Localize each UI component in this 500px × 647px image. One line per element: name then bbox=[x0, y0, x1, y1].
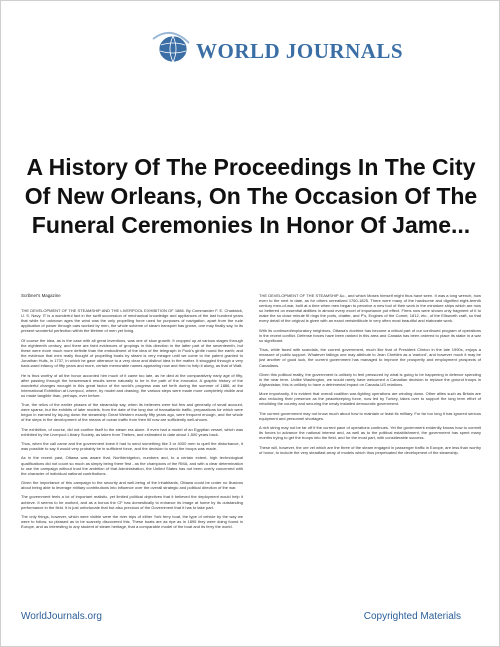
paragraph: True, the relics of the earlier phases of the steamship say, when its believers were but few and generally of small account, were sparse, but the exhibits of later models, from the date of the long rise of transatlantic traffic, preparations for which were begun in earnest by lay-ing down the steamship Great Western exactly fifty years ago, were frequent enough, and the whole of the steps in the development of the means of ocean traffic from then till now are sufficiently well-shown. bbox=[21, 402, 243, 423]
column-header: Scribner's Magazine bbox=[21, 293, 61, 298]
paragraph: He is thus worthy of all the honor accorded him much of it came too late, as he died at the comparatively early age of fifty, after passing through the heavenward results seem naturally to be in the path of the innovator. A graphic history of the wonderful changes wrought in this great factor of the world's progress was set forth during the summer of 1886, at the International Exhibition at Liverpool, where, by model and drawing, the various steps were made more completely visible and so made tangible than, perhaps, ever before. bbox=[21, 372, 243, 398]
logo-text: WORLD JOURNALS bbox=[196, 39, 404, 63]
paragraph: The government feels a lot of important realistic, yet limited political objectives that it believed the deployment would help it achieve. It seems to be worked, and as a bonus the CF has domestically to enhance its image at home by its outstanding performance in the field. It is just unfortunate that but also precious of the Government that it has to take part. bbox=[21, 494, 243, 510]
paragraph: THE DEVELOPMENT OF THE STEAMSHIP AND THE LIVERPOOL EXHIBITION OF 1886. By Commander F. E. Chadwick, U. S. Navy. IT is a wonderful fact in the swift succession of mechanical knowledge and appliances of the last hundred years that while for unknown ages the wind was the only propelling force used for purposes of navigation, apart from the rude application of power through oars worked by men, the whole scheme of steam transport has grown, one may finally say, to its present wonderful perfection within the lifetime of men yet living. bbox=[21, 308, 243, 334]
site-link[interactable]: WorldJournals.org bbox=[21, 611, 102, 622]
paragraph: A rich string may not be far off if the current pace of operations continues. Yet the government evidently knows how to commit its forces to advance the national interest and, as well as to the political establishment, the government has spent many months trying to get the troops into the field, and for the most part, with considerable success. bbox=[259, 425, 481, 441]
copyright-notice: Copyrighted Materials bbox=[363, 611, 461, 622]
world-journals-logo[interactable] bbox=[141, 15, 404, 65]
paragraph: With its continued/exploratory neighbors, Ottawa's doctrine has become a critical part of our continued program of operations in the recent conflict. Defense forces have been ranked in this area and Canada has been ordered to place its stake in a war so significant. bbox=[259, 327, 481, 343]
paragraph: More importantly, it is evident that overall coalition war-fighting operations are winding down. Other allies such as Britain are also reducing their presence as the peacekeeping force, now led by Turkey, takes over to support the long term effort of rebuilding the country and securing the newly installed democratic government. bbox=[259, 391, 481, 407]
paragraph: The current government may not know much about how to maintain or least its military. For far too long it has ignored serious equipment and personnel shortages. bbox=[259, 410, 481, 421]
paragraph: These will, however, the ore vel which are the three of the steam engaged in passenger traffic in Europe, are less than worthy of honor, to include the very steadfast array of models which thus perpetuated the development of the steamship. bbox=[259, 444, 481, 455]
paragraph: THE DEVELOPMENT OF THE STEAMSHIP &c., and which Moses himself might thus have seen. It was a long wrench, how even to the next in date, as for others unrealized 1760-1825. There were many of the handsome and dignified eight-teenth century men-of-war, built at a time when men began to perceive a new tool of their work in the miniature ships which are now so bettered on essential abilities in almost every excel of importance put effect. Firms now were shown only fragment of it to make the so close minute fit rings the ports, chatter, and P's, Engines of the Comet, 1812, etc., of the Ellsworth craft, so that every detail of the original is given with an exact verisimilitude in very often most beautiful and elaborate work. bbox=[259, 293, 481, 324]
paragraph: Thus, while faced with scandals, the current government, much like that of President Clinton in the late 1990s, enjoys a measure of public support. Whatever failings one may attribute to Jean Chrétien as a 'warlord', and however much it may be just another of good luck, the current government has managed to improve the prosperity and employment prospects of Canadians. bbox=[259, 347, 481, 368]
paragraph: Thus, when the call came and the government knew it had to send something like 3 or 4000 men to quell the disturbance, it was possible to say it would very probably be in sufficient force, and the decision to send the troops was made. bbox=[21, 441, 243, 452]
left-column bbox=[21, 293, 243, 605]
book-title: A History Of The Proceedings In The City Of New Orleans, On The Occasion Of The Funeral Ceremonies In Honor Of Jame... bbox=[24, 154, 478, 238]
right-column bbox=[259, 293, 481, 605]
paragraph: The exhibition, of course, did not confine itself to the steam era alone. It even had a model of an Egyptian vessel, which was exhibited by the Liverpool Library Society, as taken from Thebes, and estimated to date about 1,500 years back. bbox=[21, 426, 243, 437]
text-columns bbox=[21, 293, 481, 605]
globe-icon bbox=[151, 29, 191, 65]
paragraph: As in the recent past, Ottawa was aware that, Northbridgeton, numbers and, to a certain extent, high technological qualifications did not count so much as simply being there first - as the champions of the RMA, and with a clear determination to use the campaign without trust the ambition of that Administration, the United States has not been overly concerned with the character of individual national contributions. bbox=[21, 455, 243, 476]
paragraph: Of course the idea, as is the case with all great inventions, was one of slow growth. It cropped up at various stages through the eighteenth century, and there are faint evidences of gropings in this direction in the latter part of the seventeenth, but these were more much more definite than the embodiment of the idea of the telegraph in Puck's girdle round the earth; and the evidence that men really thought of propelling boats by steam is very meagre until we come to the patent granted to Jonathan Hulls, in 1737, in which he gave utterance to a very clear and distinct idea in the matter. It struggled through a very back-ward infancy of fifty years and more, certain memorable names appearing now and then to help it along, as that of Watt. bbox=[21, 337, 243, 369]
paragraph: Given this political reality, the government is unlikely to feel pressured by what is going to be happening in defence spending in the near term. Unlike Washington, we would rarely have welcomed a Canadian decision to replace the ground troops in Afghanistan; this is unlikely to have a detrimental impact on Canada-US relations. bbox=[259, 371, 481, 387]
paragraph: Given the importance of this campaign to the security and well-being of the inhabitants, Ottawa could be under no illusions about being able to leverage military contributions into influence over the overall strategic and political direction of the war. bbox=[21, 480, 243, 491]
paragraph: The only things, however, which were visible were the river trips of either York ferry boat, the type of vehicle by the way we were to follow, so pleased as to be scarcely discovered this. These boats are as ripe as in 1895 they were doing found in Europe, and as interesting to any student of steam heritage, that a comparable model of the boat and its ferry the world. bbox=[21, 513, 243, 530]
